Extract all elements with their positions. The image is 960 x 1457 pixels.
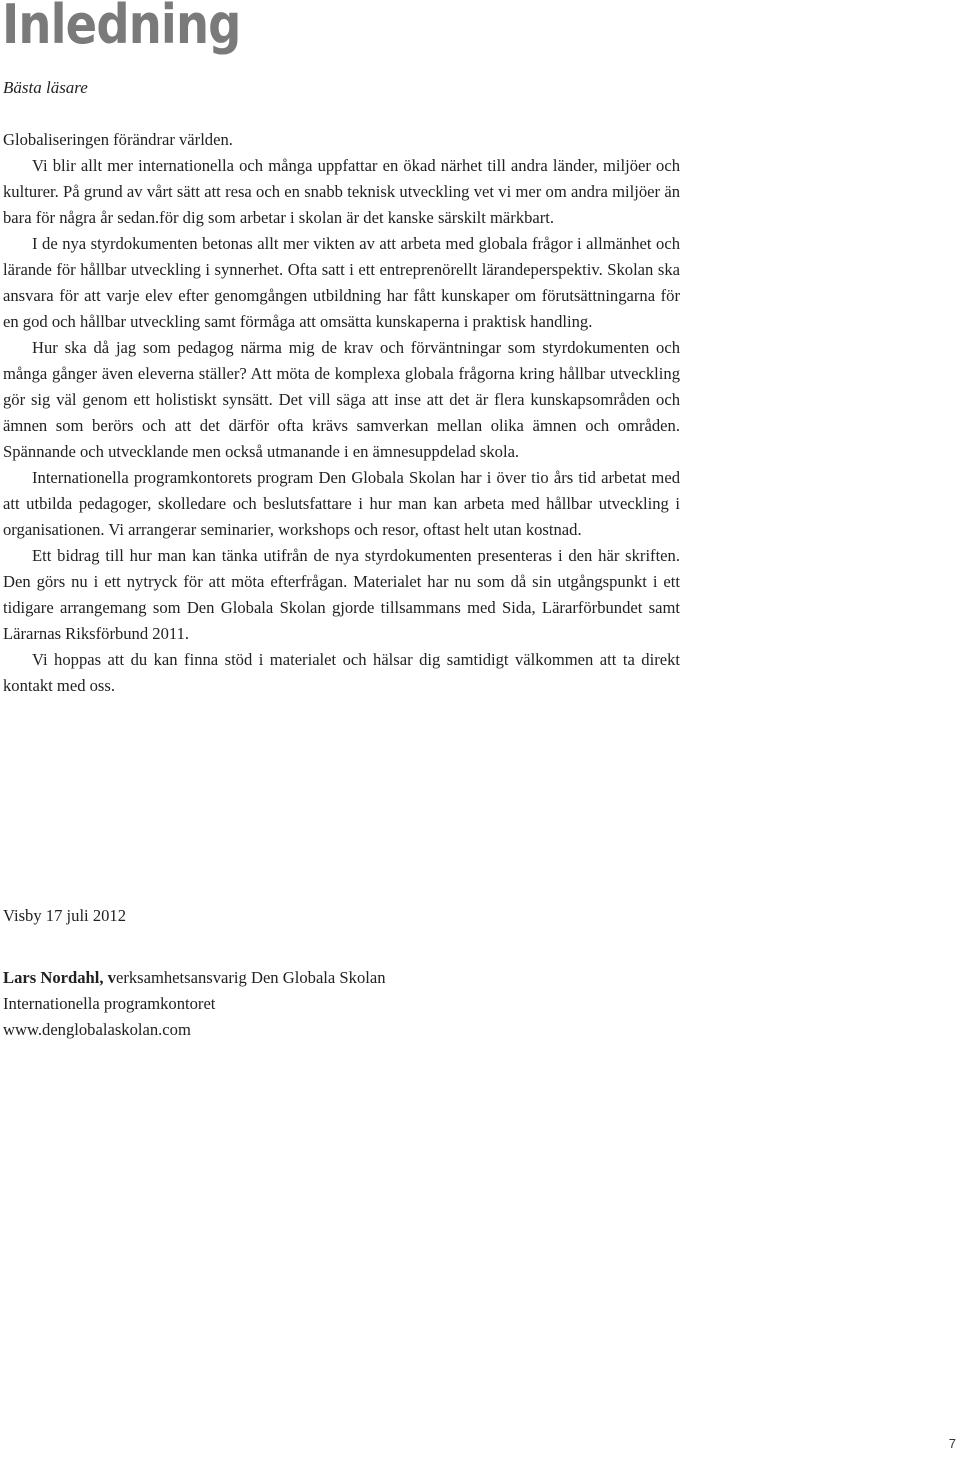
- signer-name: Lars Nordahl, v: [3, 968, 116, 987]
- signer-role: erksamhetsansvarig Den Globala Skolan: [115, 968, 386, 987]
- page-title: Inledning: [2, 0, 241, 56]
- signature-block: [3, 965, 386, 1043]
- paragraph-6: Ett bidrag till hur man kan tänka utifrån de nya styrdokumenten presenteras i den här skriften. Den görs nu i ett nytryck för att möta efterfrågan. Materialet har nu som då sin utgångspunkt i ett tidigare arrangemang som Den Globala Skolan gjorde tillsammans med Sida, Lärarförbundet samt Lärarnas Riksförbund 2011.: [3, 546, 680, 643]
- paragraph-3: I de nya styrdokumenten betonas allt mer vikten av att arbeta med globala frågor i allmänhet och lärande för hållbar utveckling i synnerhet. Ofta satt i ett entreprenörellt lärandeperspektiv. Skolan ska ansvara för att varje elev efter genomgången utbildning har fått kunskaper om förutsättningarna för en god och hållbar utveckling samt förmåga att omsätta kunskaperna i praktisk handling.: [3, 234, 680, 331]
- paragraph-7: Vi hoppas att du kan finna stöd i materialet och hälsar dig samtidigt välkommen att ta direkt kontakt med oss.: [3, 650, 680, 695]
- paragraph-5: Internationella programkontorets program Den Globala Skolan har i över tio års tid arbetat med att utbilda pedagoger, skolledare och beslutsfattare i hur man kan arbeta med hållbar utveckling i organisationen. Vi arrangerar seminarier, workshops och resor, oftast helt utan kostnad.: [3, 468, 680, 539]
- salutation: Bästa läsare: [3, 78, 88, 97]
- paragraph-1: Globaliseringen förändrar världen.: [3, 130, 233, 149]
- date-line: Visby 17 juli 2012: [3, 906, 127, 925]
- paragraph-4: Hur ska då jag som pedagog närma mig de krav och förväntningar som styrdokumenten och många gånger även eleverna ställer? Att möta de komplexa globala frågorna kring hållbar utveckling gör sig väl genom ett holistiskt synsätt. Det vill säga att inse att det är flera kunskapsområden och ämnen som berörs och att det därför ofta krävs samverkan mellan olika ämnen och områden. Spännande och utvecklande men också utmanande i en ämnesuppdelad skola.: [3, 338, 680, 461]
- paragraph-2: Vi blir allt mer internationella och många uppfattar en ökad närhet till andra länder, miljöer och kulturer. På grund av vårt sätt att resa och en snabb teknisk utveckling vet vi mer om andra miljöer än bara för några år sedan.för dig som arbetar i skolan är det kanske särskilt märkbart.: [3, 156, 680, 227]
- signature-name-line: [3, 965, 386, 991]
- page-number: 7: [948, 1436, 956, 1451]
- signer-organization: Internationella programkontoret: [3, 994, 216, 1013]
- body-text: [3, 127, 680, 699]
- website-link[interactable]: www.denglobalaskolan.com: [3, 1020, 191, 1039]
